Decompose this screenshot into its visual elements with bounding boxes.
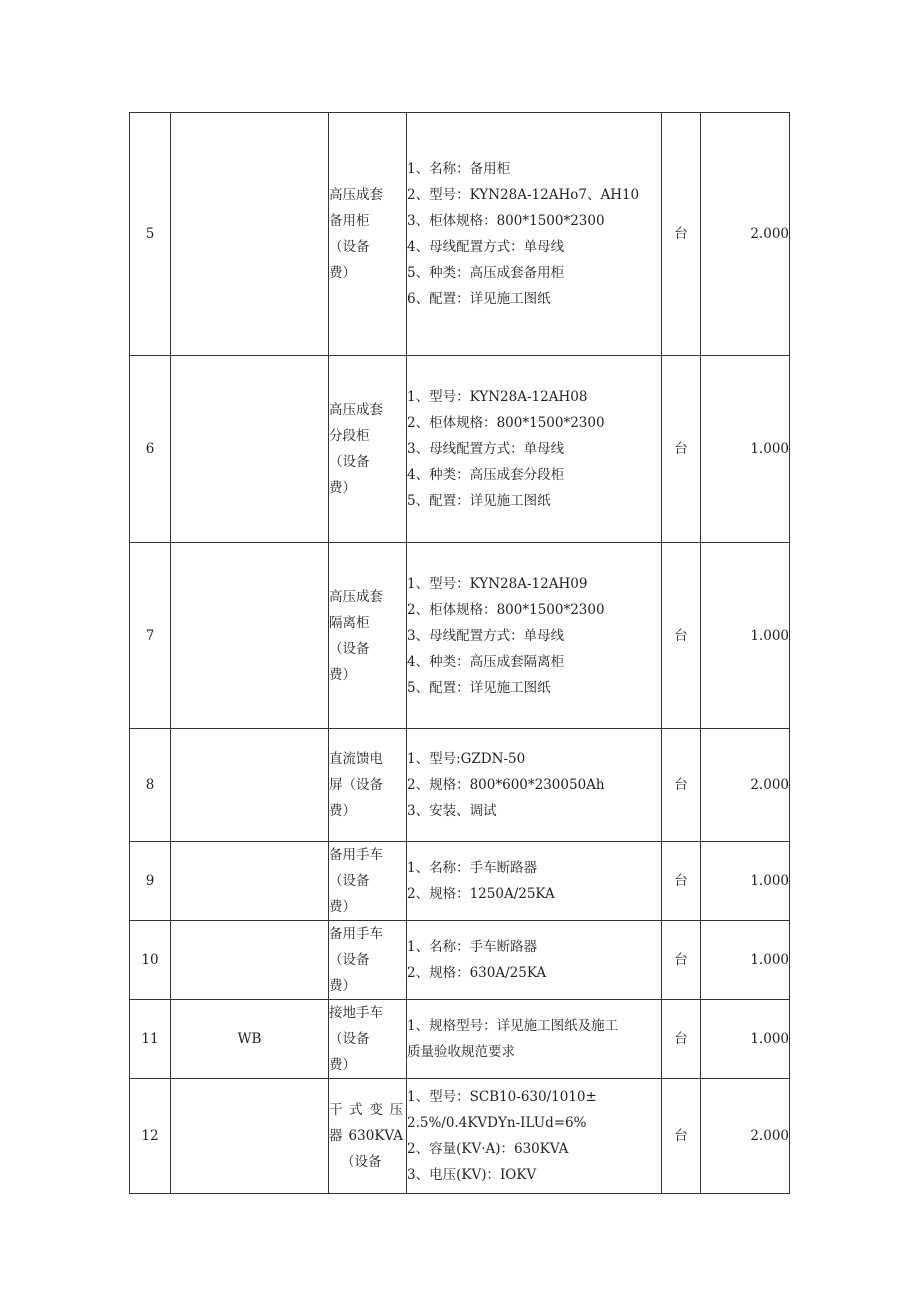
quantity-cell: 2.000	[701, 113, 790, 356]
item-name-cell	[329, 729, 407, 842]
project-code-cell	[171, 1079, 329, 1194]
item-description-cell	[407, 842, 662, 921]
table-body	[130, 113, 790, 1194]
item-name-line: 屏（设备	[329, 777, 383, 793]
row-number-cell: 5	[130, 113, 171, 356]
description-line: 2、柜体规格：800*1500*2300	[407, 601, 605, 618]
project-code-cell	[171, 543, 329, 729]
item-name-cell	[329, 356, 407, 543]
description-line: 1、规格型号：详见施工图纸及施工	[407, 1018, 619, 1034]
description-line: 3、母线配置方式：单母线	[407, 441, 565, 457]
item-name-line: （设备	[329, 640, 370, 657]
description-line: 2、型号：KYN28A-12AHo7、AH10	[407, 187, 640, 203]
item-description-cell	[407, 113, 662, 356]
description-line: 1、型号：KYN28A-12AH09	[407, 575, 588, 592]
item-name-cell	[329, 543, 407, 729]
item-name-line: 隔离柜	[329, 614, 370, 631]
description-line: 3、柜体规格：800*1500*2300	[407, 213, 605, 229]
description-line: 4、母线配置方式：单母线	[407, 239, 565, 255]
row-number-cell: 12	[130, 1079, 171, 1194]
item-name-cell	[329, 1079, 407, 1194]
item-name-line: （设备	[341, 1154, 382, 1170]
item-name-line: 费）	[329, 803, 356, 819]
description-line: 1、名称：手车断路器	[407, 939, 538, 955]
description-line: 2、规格：800*600*230050Ah	[407, 777, 605, 793]
description-line: 4、种类：高压成套隔离柜	[407, 653, 565, 670]
quantity-cell: 1.000	[701, 921, 790, 1000]
item-name-line: 干式变压	[329, 1102, 403, 1118]
item-description-cell	[407, 543, 662, 729]
item-name-line: （设备	[329, 952, 370, 968]
table-row	[130, 729, 790, 842]
item-name-line: 费）	[329, 978, 356, 994]
row-number-cell: 11	[130, 1000, 171, 1079]
item-name-cell	[329, 921, 407, 1000]
unit-cell: 台	[662, 921, 701, 1000]
item-name-line: 备用手车	[329, 926, 383, 942]
table-row	[130, 1079, 790, 1194]
unit-cell: 台	[662, 1079, 701, 1194]
project-code-cell	[171, 729, 329, 842]
unit-cell: 台	[662, 1000, 701, 1079]
row-number-cell: 6	[130, 356, 171, 543]
description-line: 1、名称：手车断路器	[407, 860, 538, 876]
table-row	[130, 921, 790, 1000]
description-line: 1、名称：备用柜	[407, 161, 511, 177]
item-name-line: （设备	[329, 1031, 370, 1047]
row-number-cell: 10	[130, 921, 171, 1000]
description-line: 5、配置：详见施工图纸	[407, 679, 551, 696]
table-row	[130, 356, 790, 543]
item-description-cell	[407, 1079, 662, 1194]
project-code-cell: WB	[171, 1000, 329, 1079]
description-line: 1、型号:GZDN-50	[407, 751, 526, 767]
item-name-line: （设备	[329, 873, 370, 889]
item-name-line: 费）	[329, 265, 356, 281]
item-description-cell	[407, 729, 662, 842]
item-name-line: 费）	[329, 1057, 356, 1073]
description-line: 2、规格：1250A/25KA	[407, 886, 555, 902]
item-name-cell	[329, 113, 407, 356]
quantity-cell: 1.000	[701, 356, 790, 543]
item-name-line: 直流馈电	[329, 751, 383, 767]
description-line: 6、配置：详见施工图纸	[407, 291, 551, 307]
project-code-cell	[171, 921, 329, 1000]
item-name-line: 费）	[329, 666, 356, 683]
item-name-line: （设备	[329, 454, 370, 470]
description-line: 1、型号：KYN28A-12AH08	[407, 389, 588, 405]
item-name-line: （设备	[329, 239, 370, 255]
item-name-line: 高压成套	[329, 588, 383, 605]
item-name-cell	[329, 1000, 407, 1079]
description-line: 2、柜体规格：800*1500*2300	[407, 415, 605, 431]
project-code-cell	[171, 356, 329, 543]
quantity-cell: 1.000	[701, 1000, 790, 1079]
description-line: 2.5%/0.4KVDYn-ILUd=6%	[407, 1115, 587, 1131]
item-name-line: 费）	[329, 480, 356, 496]
item-name-line: 分段柜	[329, 428, 370, 444]
row-number-cell: 7	[130, 543, 171, 729]
row-number-cell: 9	[130, 842, 171, 921]
table-row	[130, 842, 790, 921]
project-code-cell	[171, 113, 329, 356]
item-name-line: 接地手车	[329, 1005, 383, 1021]
item-name-line: 高压成套	[329, 187, 383, 203]
equipment-spec-table	[129, 112, 790, 1194]
quantity-cell: 1.000	[701, 543, 790, 729]
unit-cell: 台	[662, 842, 701, 921]
description-line: 5、配置：详见施工图纸	[407, 493, 551, 509]
quantity-cell: 2.000	[701, 1079, 790, 1194]
item-name-line: 费）	[329, 899, 356, 915]
project-code-cell	[171, 842, 329, 921]
description-line: 质量验收规范要求	[407, 1044, 515, 1060]
description-line: 3、安装、调试	[407, 803, 497, 819]
table-row	[130, 113, 790, 356]
row-number-cell: 8	[130, 729, 171, 842]
description-line: 2、容量(KV·A)：630KVA	[407, 1141, 569, 1157]
description-line: 3、母线配置方式：单母线	[407, 627, 565, 644]
item-name-line: 高压成套	[329, 402, 383, 418]
description-line: 2、规格：630A/25KA	[407, 965, 547, 981]
item-description-cell	[407, 1000, 662, 1079]
unit-cell: 台	[662, 543, 701, 729]
description-line: 1、型号：SCB10-630/1010±	[407, 1089, 597, 1105]
quantity-cell: 2.000	[701, 729, 790, 842]
quantity-cell: 1.000	[701, 842, 790, 921]
description-line: 5、种类：高压成套备用柜	[407, 265, 565, 281]
item-name-line: 备用柜	[329, 213, 370, 229]
unit-cell: 台	[662, 729, 701, 842]
unit-cell: 台	[662, 356, 701, 543]
description-line: 3、电压(KV)：IOKV	[407, 1167, 537, 1183]
item-name-line: 备用手车	[329, 847, 383, 863]
item-description-cell	[407, 356, 662, 543]
table-row	[130, 543, 790, 729]
item-name-line: 器630KVA	[329, 1128, 403, 1144]
unit-cell: 台	[662, 113, 701, 356]
item-description-cell	[407, 921, 662, 1000]
item-name-cell	[329, 842, 407, 921]
description-line: 4、种类：高压成套分段柜	[407, 467, 565, 483]
table-row	[130, 1000, 790, 1079]
